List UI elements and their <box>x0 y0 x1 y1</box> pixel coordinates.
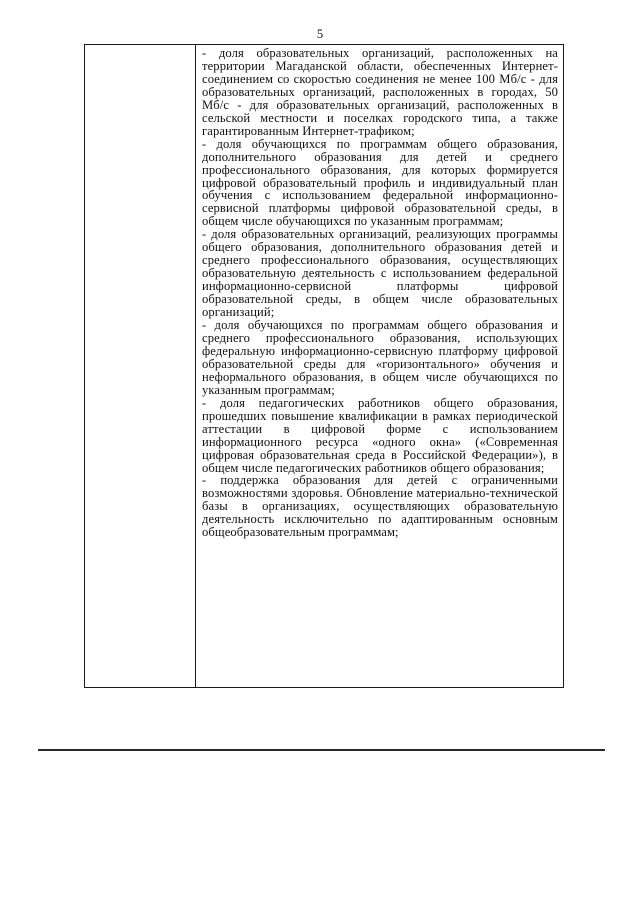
indicator-digital-profile: - доля обучающихся по программам общего образования, дополнительного образования для детей и среднего профессионального образования, для которых формируется цифровой образовательный профиль и индивидуальный план обучения с использованием федеральной информационно-сервисной платформы цифровой образовательной среды, в общем числе обучающихся по указанным программам; <box>202 136 558 229</box>
indicator-internet-connection: - доля образовательных организаций, расположенных на территории Магаданской области, обеспеченных Интернет-соединением со скоростью соединения не менее 100 Мб/с - для образовательных организаций, расположенных в городах, 50 Мб/с - для образовательных организаций, расположенных в сельской местности и поселках городского типа, а также гарантированным Интернет-трафиком; <box>202 46 558 138</box>
bottom-divider <box>38 749 605 751</box>
table-left-cell <box>85 45 196 687</box>
page-number: 5 <box>316 27 324 41</box>
table-right-cell <box>196 45 563 687</box>
indicator-horizontal-learning: - доля обучающихся по программам общего образования и среднего профессионального образования, использующих федеральную информационно-сервисную платформу цифровой образовательной среды для «горизонтального» обучения и неформального образования, в общем числе обучающихся по указанным программам; <box>202 318 558 397</box>
indicator-organizations-platform: - доля образовательных организаций, реализующих программы общего образования, дополнительного образования детей и среднего профессионального образования, осуществляющих образовательную деятельность с использованием федеральной информационно-сервисной платформы цифровой образовательной среды, в общем числе образовательных организаций; <box>202 227 558 320</box>
indicator-disabled-support: - поддержка образования для детей с ограниченными возможностями здоровья. Обновление материально-технической базы в организациях, осуществляющих образовательную деятельность исключительно по адаптированным основным общеобразовательным программам; <box>202 473 558 540</box>
indicator-teacher-qualification: - доля педагогических работников общего образования, прошедших повышение квалификации в рамках периодической аттестации в цифровой форме с использованием информационного ресурса «одного окна» («Современная цифровая образовательная среда в Российской Федерации»), в общем числе педагогических работников общего образования; <box>202 395 558 475</box>
document-table <box>84 44 564 688</box>
